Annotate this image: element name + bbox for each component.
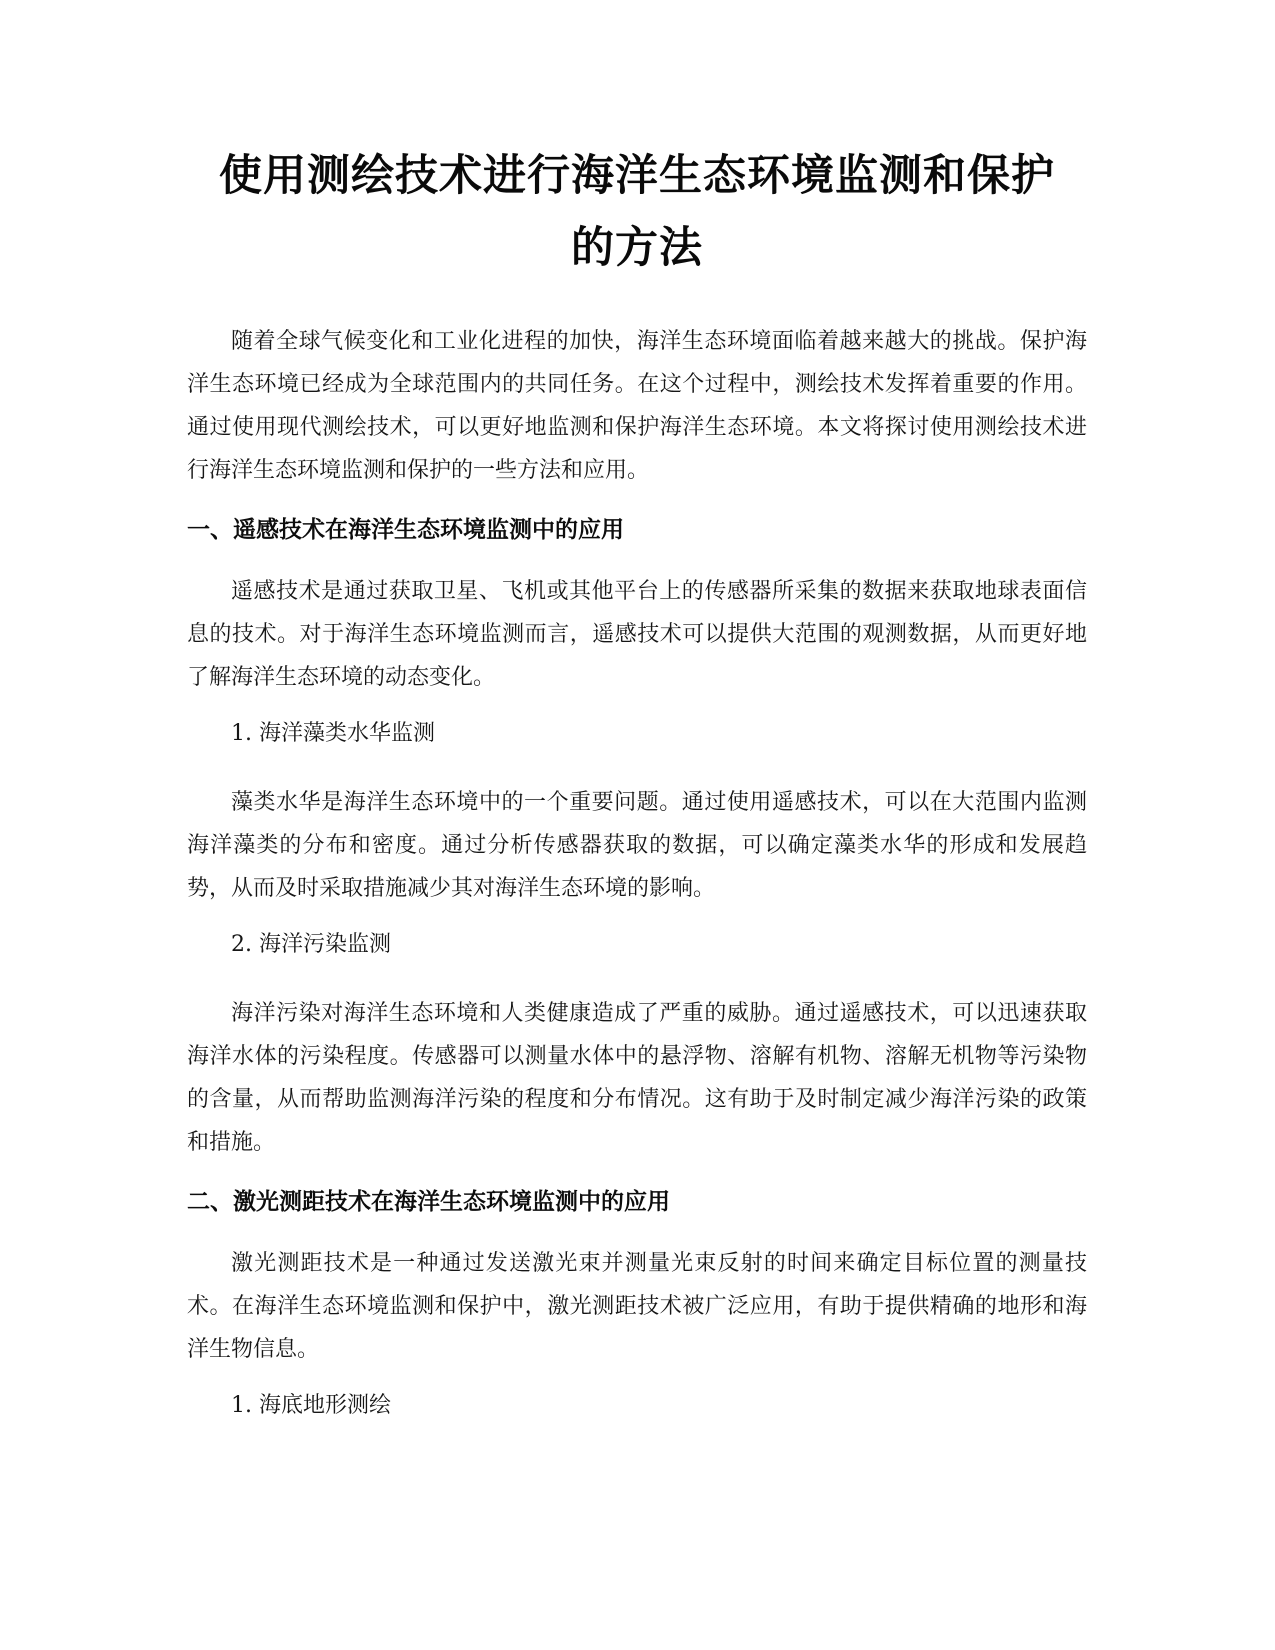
subsection-paragraph-pollution: 海洋污染对海洋生态环境和人类健康造成了严重的威胁。通过遥感技术，可以迅速获取海洋水体的污染程度。传感器可以测量水体中的悬浮物、溶解有机物、溶解无机物等污染物的含量，从而帮助监测海洋污染的程度和分布情况。这有助于及时制定减少海洋污染的政策和措施。: [187, 1001, 1087, 1155]
section-paragraph-laser-ranging: 激光测距技术是一种通过发送激光束并测量光束反射的时间来确定目标位置的测量技术。在海洋生态环境监测和保护中，激光测距技术被广泛应用，有助于提供精确的地形和海洋生物信息。: [187, 1251, 1087, 1362]
section-paragraph-remote-sensing: 遥感技术是通过获取卫星、飞机或其他平台上的传感器所采集的数据来获取地球表面信息的技术。对于海洋生态环境监测而言，遥感技术可以提供大范围的观测数据，从而更好地了解海洋生态环境的动态变化。: [187, 579, 1087, 690]
intro-paragraph: 随着全球气候变化和工业化进程的加快，海洋生态环境面临着越来越大的挑战。保护海洋生态环境已经成为全球范围内的共同任务。在这个过程中，测绘技术发挥着重要的作用。通过使用现代测绘技术，可以更好地监测和保护海洋生态环境。本文将探讨使用测绘技术进行海洋生态环境监测和保护的一些方法和应用。: [187, 329, 1087, 483]
title-line-2: 的方法: [571, 223, 703, 273]
title-line-1: 使用测绘技术进行海洋生态环境监测和保护: [219, 151, 1055, 201]
document-body: [187, 140, 1087, 1453]
subsection-title-algae-bloom: 1. 海洋藻类水华监测: [231, 721, 435, 746]
section-heading-laser-ranging: 二、激光测距技术在海洋生态环境监测中的应用: [187, 1189, 670, 1215]
subsection-paragraph-algae-bloom: 藻类水华是海洋生态环境中的一个重要问题。通过使用遥感技术，可以在大范围内监测海洋藻类的分布和密度。通过分析传感器获取的数据，可以确定藻类水华的形成和发展趋势，从而及时采取措施减少其对海洋生态环境的影响。: [187, 790, 1087, 901]
subsection-title-seabed-mapping: 1. 海底地形测绘: [231, 1393, 391, 1418]
subsection-title-pollution: 2. 海洋污染监测: [231, 932, 391, 957]
section-heading-remote-sensing: 一、遥感技术在海洋生态环境监测中的应用: [187, 517, 624, 543]
document-title: [187, 140, 1087, 284]
